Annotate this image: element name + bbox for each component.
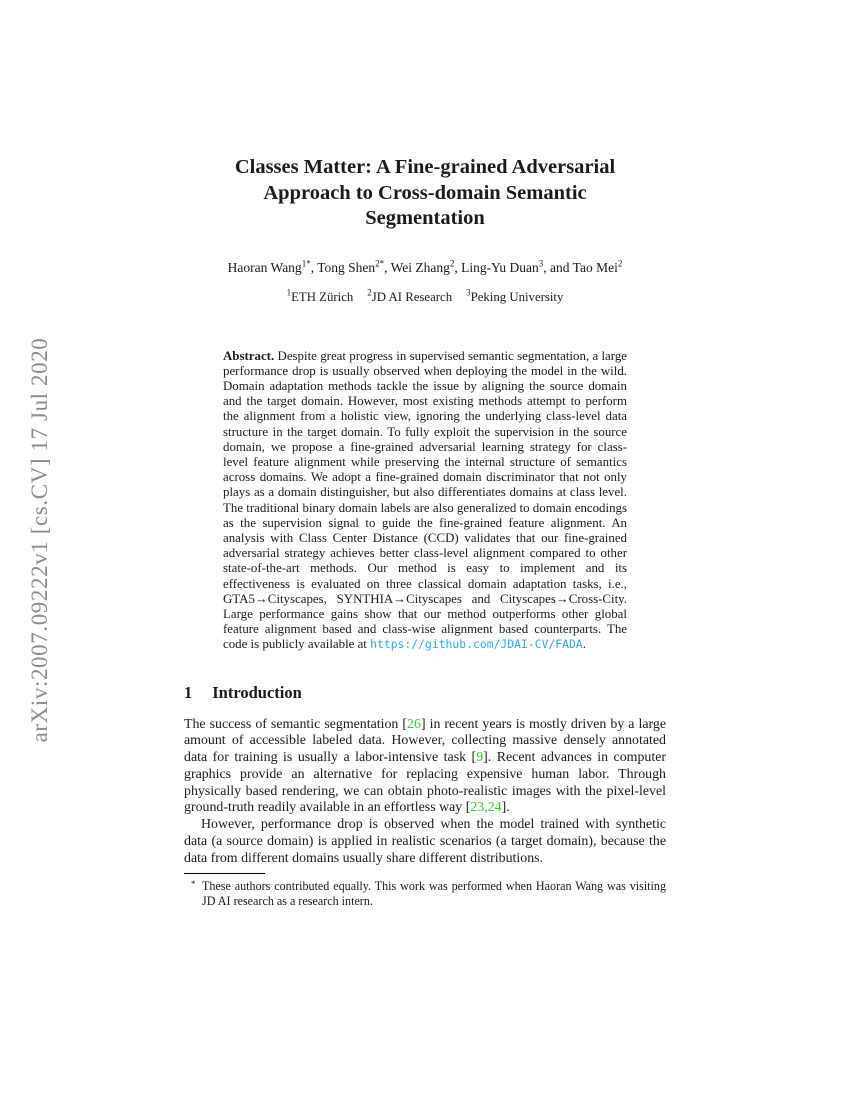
affiliation-marker: 3: [466, 287, 471, 298]
affiliation: [286, 287, 354, 304]
paragraph-text: ] in recent years is mostly driven by a large amount of accessible labeled data. However, collecting massive densely annotated data for training is usually a labor-intensive task [: [184, 716, 667, 766]
abstract-label: Abstract.: [223, 348, 275, 363]
footnote: [184, 873, 666, 908]
abstract-section: [223, 349, 627, 653]
paper-title: Classes Matter: A Fine-grained Adversarial Approach to Cross-domain Semantic Segmentation: [234, 156, 616, 229]
affiliation-marker: 1: [286, 287, 292, 298]
section-heading-introduction: [184, 683, 666, 703]
author-affiliation-marker: 3: [538, 258, 544, 268]
authors-line: [184, 260, 666, 276]
github-link[interactable]: https://github.com/JDAI-CV/FADA: [370, 637, 583, 652]
intro-paragraph-2: However, performance drop is observed when the model trained with synthetic data (a source domain) is applied in realistic scenarios (a target domain), because the data from different domains usually share different distributions.: [184, 817, 666, 866]
footnote-rule: [184, 873, 265, 874]
affiliation: [466, 287, 564, 304]
arxiv-watermark: arXiv:2007.09222v1 [cs.CV] 17 Jul 2020: [27, 337, 52, 743]
author-affiliation-marker: 2*: [375, 258, 385, 268]
section-title: Introduction: [212, 682, 302, 702]
author-affiliation-marker: 1*: [301, 258, 311, 268]
author-name: , and Tao Mei: [543, 259, 618, 275]
author-affiliation-marker: 2: [449, 258, 455, 268]
author-name: Haoran Wang: [227, 259, 302, 275]
affiliation-marker: 2: [367, 287, 372, 298]
paragraph-text: ].: [501, 800, 510, 816]
author-name: , Ling-Yu Duan: [454, 259, 539, 275]
abstract-text: Despite great progress in supervised semantic segmentation, a large performance drop is usually observed when deploying the model in the wild. Domain adaptation methods tackle the issue by aligning the source domain and the target domain. However, most existing methods attempt to perform the alignment from a holistic view, ignoring the underlying class-level data structure in the target domain. To fully exploit the supervision in the source domain, we propose a fine-grained adversarial learning strategy for class-level feature alignment while preserving the internal structure of semantics across domains. We adopt a fine-grained domain discriminator that not only plays as a domain distinguisher, but also differentiates domains at class level. The traditional binary domain labels are also generalized to domain encodings as the supervision signal to guide the fine-grained feature alignment. An analysis with Class Center Distance (CCD) validates that our fine-grained adversarial strategy achieves better class-level alignment compared to other state-of-the-art methods. Our method is easy to implement and its effectiveness is evaluated on three classical domain adaptation tasks, i.e., GTA5→Cityscapes, SYNTHIA→Cityscapes and Cityscapes→Cross-City. Large performance gains show that our method outperforms other global feature alignment based and class-wise alignment based counterparts. The code is publicly available at: [223, 348, 627, 652]
paper-content: [184, 0, 666, 909]
author-affiliation-marker: 2: [617, 258, 623, 268]
section-number: 1: [184, 682, 193, 702]
paragraph-text: The success of semantic segmentation [: [184, 716, 408, 732]
affiliation-name: JD AI Research: [371, 289, 453, 304]
intro-paragraph-1: [184, 717, 666, 818]
affiliation-name: Peking University: [470, 289, 564, 304]
author-name: , Wei Zhang: [384, 259, 450, 275]
paragraph-text: ]. Recent advances in computer graphics provide an alternative for replacing expensive human labor. Through physically based rendering, we can obtain photo-realistic images with the pixel-level ground-truth readily available in an effortless way [: [184, 750, 666, 816]
affiliation-name: ETH Zürich: [291, 289, 354, 304]
footnote-marker: *: [191, 879, 196, 890]
citation-ref[interactable]: 26: [407, 716, 421, 732]
author-name: , Tong Shen: [310, 259, 376, 275]
abstract-text-end: .: [582, 637, 586, 652]
citation-ref[interactable]: 9: [476, 750, 484, 766]
footnote-text: These authors contributed equally. This work was performed when Haoran Wang was visiting JD AI research as a research intern.: [202, 879, 666, 908]
affiliation: [367, 287, 453, 304]
affiliations-line: [184, 287, 666, 305]
footnote-body: [184, 879, 666, 908]
citation-ref[interactable]: 23,24: [470, 800, 502, 816]
